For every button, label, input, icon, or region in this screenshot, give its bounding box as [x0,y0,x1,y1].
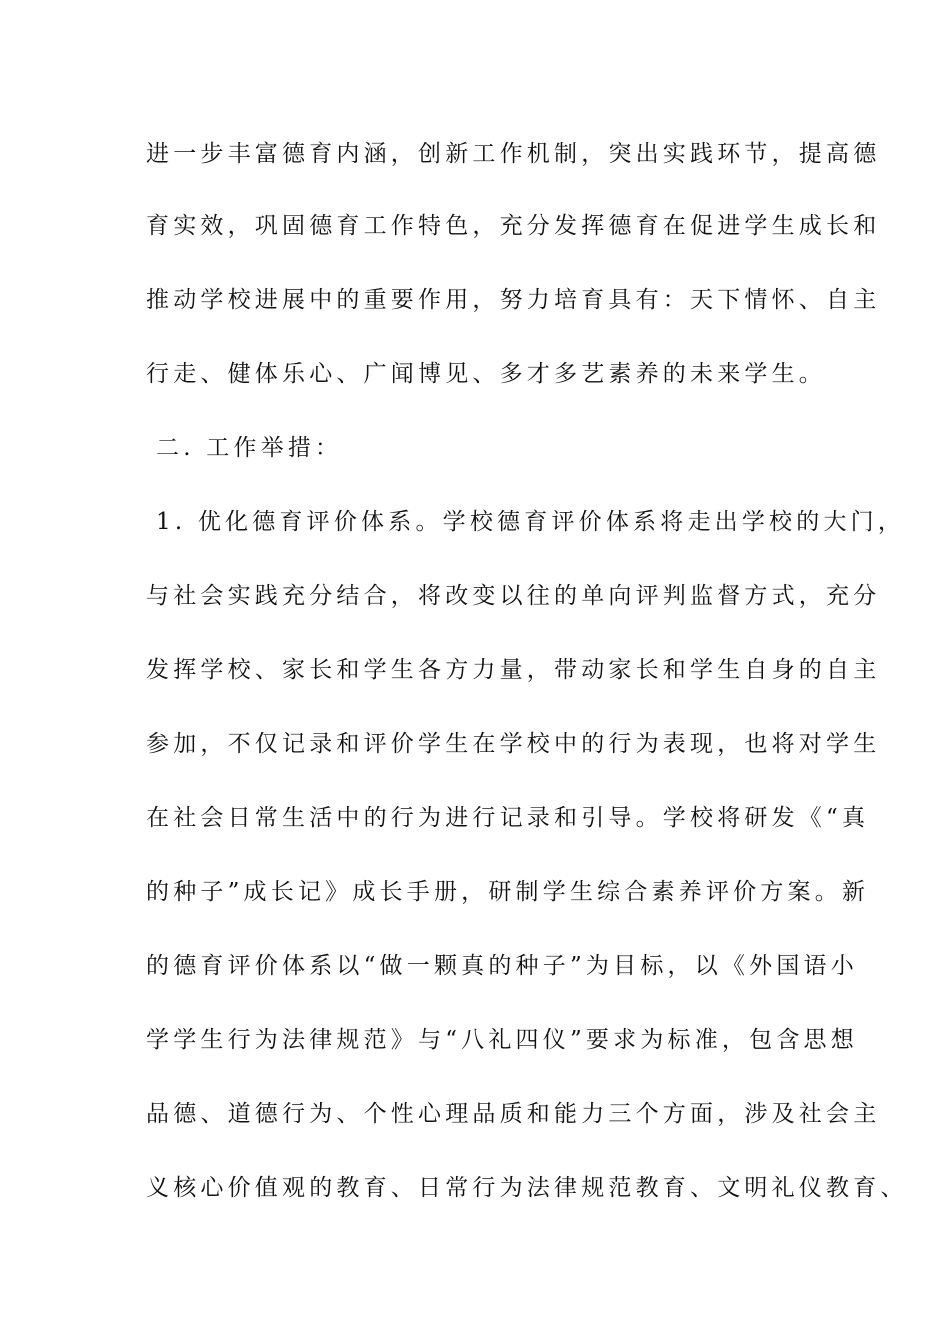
text-line-6: 1. 优化德育评价体系。学校德育评价体系将走出学校的大门， [156,509,906,535]
text-line-10: 在社会日常生活中的行为进行记录和引导。学校将研发《“真 [146,805,870,831]
text-line-7: 与社会实践充分结合，将改变以往的单向评判监督方式，充分 [146,583,881,609]
text-line-9: 参加，不仅记录和评价学生在学校中的行为表现，也将对学生 [146,731,881,757]
text-line-2: 育实效，巩固德育工作特色，充分发挥德育在促进学生成长和 [146,213,881,239]
text-line-12: 的德育评价体系以“做一颗真的种子”为目标，以《外国语小 [146,953,858,979]
section-heading-work-measures: 二. 工作举措： [156,435,343,461]
text-line-11: 的种子”成长记》成长手册，研制学生综合素养评价方案。新 [146,879,870,905]
text-line-8: 发挥学校、家长和学生各方力量，带动家长和学生自身的自主 [146,657,881,683]
text-line-3: 推动学校进展中的重要作用，努力培育具有：天下情怀、自主 [146,287,881,313]
text-line-15: 义核心价值观的教育、日常行为法律规范教育、文明礼仪教育、 [146,1175,908,1201]
text-line-14: 品德、道德行为、个性心理品质和能力三个方面，涉及社会主 [146,1101,881,1127]
text-line-1: 进一步丰富德育内涵，创新工作机制，突出实践环节，提高德 [146,141,881,167]
text-line-4: 行走、健体乐心、广闻博见、多才多艺素养的未来学生。 [146,361,826,387]
text-line-13: 学学生行为法律规范》与“八礼四仪”要求为标准，包含思想 [146,1027,858,1053]
